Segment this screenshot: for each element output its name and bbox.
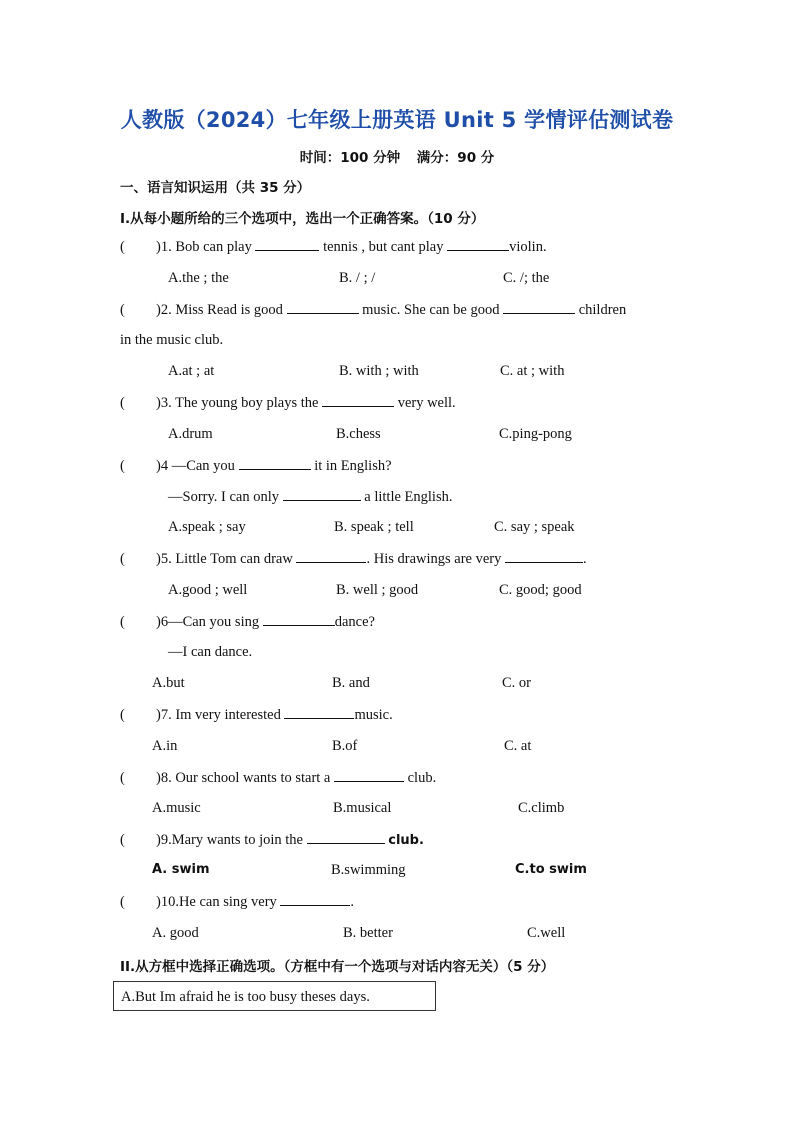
- answer-blank[interactable]: [280, 893, 350, 906]
- answer-blank[interactable]: [287, 301, 359, 314]
- answer-blank[interactable]: [447, 238, 509, 251]
- option-c[interactable]: C. or: [502, 675, 531, 691]
- exam-meta: [0, 146, 794, 166]
- option-a[interactable]: A.the ; the: [168, 270, 229, 286]
- answer-blank[interactable]: [322, 394, 394, 407]
- option-a[interactable]: A.drum: [168, 426, 213, 442]
- option-b[interactable]: B. with ; with: [339, 363, 419, 379]
- option-b[interactable]: B.musical: [333, 800, 392, 816]
- question-10: ( )10.He can sing very .: [120, 894, 355, 910]
- option-b[interactable]: B. / ; /: [339, 270, 376, 286]
- answer-blank[interactable]: [239, 457, 311, 470]
- option-a[interactable]: A.in: [152, 738, 178, 754]
- question-3: ( )3. The young boy plays the very well.: [120, 395, 456, 411]
- option-c[interactable]: C. at ; with: [500, 363, 565, 379]
- option-a[interactable]: A.but: [152, 675, 185, 691]
- full-score: 满分：90 分: [416, 150, 495, 166]
- question-8: ( )8. Our school wants to start a club.: [120, 770, 437, 786]
- question-7: ( )7. Im very interested music.: [120, 707, 393, 723]
- option-b[interactable]: B. speak ; tell: [334, 519, 414, 535]
- option-c[interactable]: C. say ; speak: [494, 519, 575, 535]
- question-6-reply: —I can dance.: [168, 644, 253, 660]
- page-title: 人教版（2024）七年级上册英语 Unit 5 学情评估测试卷: [120, 108, 674, 132]
- option-a[interactable]: A.music: [152, 800, 201, 816]
- option-b[interactable]: B.of: [332, 738, 358, 754]
- question-1: ( )1. Bob can play tennis , but cant play violin.: [120, 239, 547, 255]
- option-c[interactable]: C.ping-pong: [499, 426, 572, 442]
- option-c[interactable]: C.well: [527, 925, 566, 941]
- option-b[interactable]: B.swimming: [331, 862, 406, 878]
- answer-blank[interactable]: [503, 301, 575, 314]
- option-c[interactable]: C. at: [504, 738, 532, 754]
- option-c[interactable]: C.to swim: [515, 862, 587, 877]
- option-c[interactable]: C.climb: [518, 800, 565, 816]
- question-5: ( )5. Little Tom can draw . His drawings are very .: [120, 551, 587, 567]
- option-b[interactable]: B.chess: [336, 426, 381, 442]
- answer-blank[interactable]: [296, 550, 366, 563]
- part-two-heading: II.从方框中选择正确选项。（方框中有一个选项与对话内容无关）（5 分）: [120, 959, 555, 975]
- option-c[interactable]: C. /; the: [503, 270, 550, 286]
- answer-blank[interactable]: [255, 238, 319, 251]
- answer-blank[interactable]: [263, 613, 335, 626]
- option-a[interactable]: A. good: [152, 925, 199, 941]
- option-a[interactable]: A.at ; at: [168, 363, 215, 379]
- question-2: ( )2. Miss Read is good music. She can be good children: [120, 302, 627, 318]
- option-box: A.But Im afraid he is too busy theses days.: [113, 981, 436, 1011]
- time-limit: 时间：100 分钟: [299, 150, 401, 166]
- question-4: ( )4 —Can you it in English?: [120, 458, 392, 474]
- option-c[interactable]: C. good; good: [499, 582, 582, 598]
- answer-blank[interactable]: [334, 769, 404, 782]
- answer-blank[interactable]: [283, 488, 361, 501]
- part-one-heading: I.从每小题所给的三个选项中，选出一个正确答案。（10 分）: [120, 211, 485, 227]
- option-b[interactable]: B. well ; good: [336, 582, 419, 598]
- question-2-continued: in the music club.: [120, 332, 224, 348]
- option-a[interactable]: A. swim: [152, 862, 210, 877]
- answer-blank[interactable]: [505, 550, 583, 563]
- option-b[interactable]: B. better: [343, 925, 393, 941]
- section-heading: 一、语言知识运用（共 35 分）: [120, 180, 311, 196]
- question-9: ( )9.Mary wants to join the club.: [120, 832, 424, 848]
- option-a[interactable]: A.good ; well: [168, 582, 248, 598]
- answer-blank[interactable]: [284, 706, 354, 719]
- option-b[interactable]: B. and: [332, 675, 370, 691]
- answer-blank[interactable]: [307, 831, 385, 844]
- option-a[interactable]: A.speak ; say: [168, 519, 246, 535]
- question-6: ( )6—Can you sing dance?: [120, 614, 375, 630]
- question-4-reply: —Sorry. I can only a little English.: [168, 489, 453, 505]
